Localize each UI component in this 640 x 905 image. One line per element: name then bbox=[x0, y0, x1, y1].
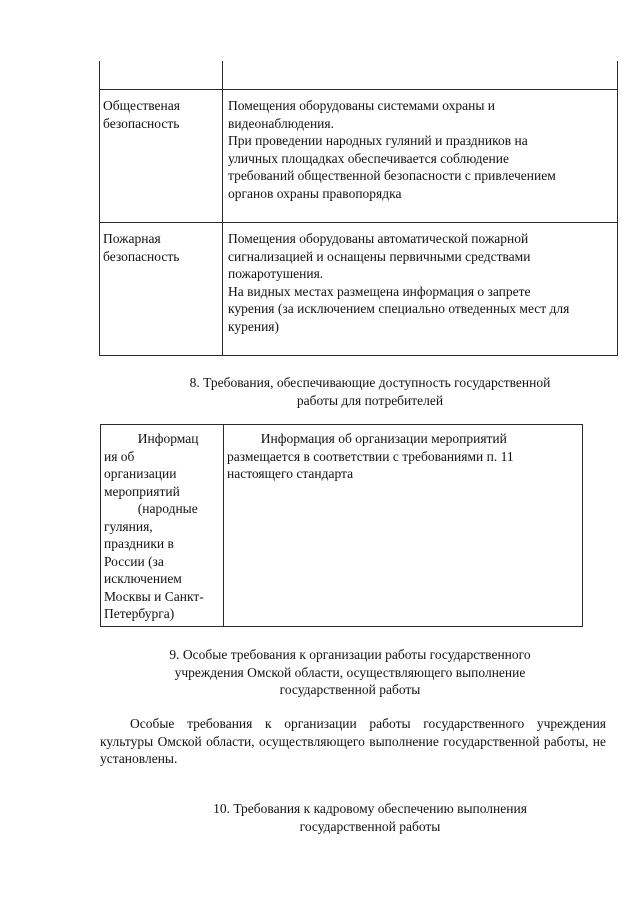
table-cell-content bbox=[224, 425, 583, 627]
section-9-paragraph: Особые требования к организации работы государственного учреждения культуры Омской области, осуществляющего выполнение государственной работы, не установлены. bbox=[100, 716, 606, 766]
cell-text bbox=[100, 61, 222, 68]
public-safety-label: Общественая безопасность bbox=[103, 98, 180, 131]
fire-safety-text: Помещения оборудованы автоматической пожарной сигнализацией и оснащены первичными средствами пожаротушения. На видных местах размещена информация о запрете курения (за исключением специально отведенных мест для курения) bbox=[228, 231, 570, 334]
section-8-heading: 8. Требования, обеспечивающие доступность государственной работы для потребителей bbox=[189, 375, 551, 408]
table-row bbox=[100, 61, 618, 90]
cell-text bbox=[223, 61, 617, 68]
safety-requirements-table bbox=[99, 61, 618, 356]
section-9-heading: 9. Особые требования к организации работы государственного учреждения Омской области, осуществляющего выполнение государственной работы bbox=[169, 647, 531, 697]
public-safety-text: Помещения оборудованы системами охраны и видеонаблюдения. При проведении народных гуляний и праздников на уличных площадках обеспечивается соблюдение требований общественной безопасности с привлечением органов охраны правопорядка bbox=[228, 98, 556, 201]
fire-safety-label: Пожарная безопасность bbox=[103, 231, 180, 264]
table-cell-label bbox=[101, 425, 224, 627]
table-row bbox=[100, 223, 618, 356]
event-info-text: Информация об организации мероприятий размещается в соответствии с требованиями п. 11 настоящего стандарта bbox=[227, 431, 514, 481]
table-cell-content bbox=[223, 90, 618, 223]
table-cell-label bbox=[100, 223, 223, 356]
table-cell-label bbox=[100, 90, 223, 223]
event-info-label: Информац ия об организации мероприятий (народные гуляния, праздники в России (за исключением Москвы и Санкт- Петербурга) bbox=[104, 431, 204, 621]
table-cell-content bbox=[223, 223, 618, 356]
table-row bbox=[100, 90, 618, 223]
section-10-heading: 10. Требования к кадровому обеспечению выполнения государственной работы bbox=[213, 801, 527, 834]
table-cell-content bbox=[223, 61, 618, 90]
table-row bbox=[101, 425, 583, 627]
accessibility-table bbox=[100, 424, 583, 627]
table-cell-label bbox=[100, 61, 223, 90]
